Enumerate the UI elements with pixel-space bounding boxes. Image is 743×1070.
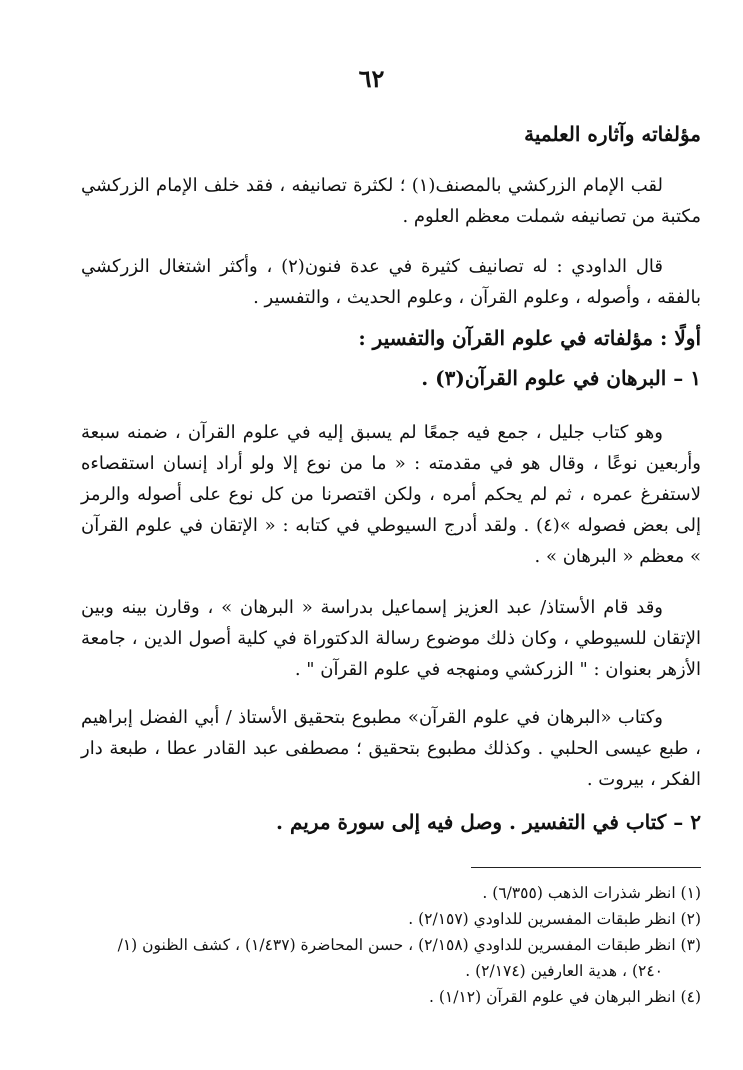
footnotes bbox=[61, 880, 701, 1010]
footnote-1: (١) انظر شذرات الذهب (٦/٣٥٥) . bbox=[482, 884, 701, 902]
paragraph-2: قال الداودي : له تصانيف كثيرة في عدة فنون(٢) ، وأكثر اشتغال الزركشي بالفقه ، وأصوله ، وعلوم القرآن ، وعلوم الحديث ، والتفسير . bbox=[81, 256, 701, 308]
section-title: مؤلفاته وآثاره العلمية bbox=[524, 122, 701, 146]
footnote-2: (٢) انظر طبقات المفسرين للداودي (٢/١٥٧) . bbox=[408, 910, 701, 928]
footnote-3-continued: ٢٤٠) ، هدية العارفين (٢/١٧٤) . bbox=[465, 962, 663, 980]
footnote-separator bbox=[471, 867, 701, 868]
footnote-4: (٤) انظر البرهان في علوم القرآن (١/١٢) . bbox=[428, 988, 701, 1006]
paragraph-5: وكتاب «البرهان في علوم القرآن» مطبوع بتحقيق الأستاذ / أبي الفضل إبراهيم ، طبع عيسى الحلبي . وكذلك مطبوع بتحقيق ؛ مصطفى عبد القادر عطا ، طبعة دار الفكر ، بيروت . bbox=[81, 707, 701, 790]
footnote-3: (٣) انظر طبقات المفسرين للداودي (٢/١٥٨) ، حسن المحاضرة (١/٤٣٧) ، كشف الظنون (١/ bbox=[117, 936, 701, 954]
item-2-title: ٢ – كتاب في التفسير . وصل فيه إلى سورة مريم . bbox=[276, 810, 701, 834]
subheading-first: أولًا : مؤلفاته في علوم القرآن والتفسير : bbox=[358, 326, 701, 350]
paragraph-1: لقب الإمام الزركشي بالمصنف(١) ؛ لكثرة تصانيفه ، فقد خلف الإمام الزركشي مكتبة من تصانيفه شملت معظم العلوم . bbox=[81, 175, 701, 227]
item-1-title: ١ – البرهان في علوم القرآن(٣) . bbox=[421, 366, 701, 390]
paragraph-3: وهو كتاب جليل ، جمع فيه جمعًا لم يسبق إليه في علوم القرآن ، ضمنه سبعة وأربعين نوعًا ، وقال هو في مقدمته : « ما من نوع إلا ولو أراد إنسان استقصاءه لاستفرغ عمره ، ثم لم يحكم أمره ، ولكن اقتصرنا من كل نوع على أصوله والرمز إلى بعض فصوله »(٤) . ولقد أدرج السيوطي في كتابه : « الإتقان في علوم القرآن » معظم « البرهان » . bbox=[81, 422, 701, 567]
paragraph-4: وقد قام الأستاذ/ عبد العزيز إسماعيل بدراسة « البرهان » ، وقارن بينه وبين الإتقان للسيوطي ، وكان ذلك موضوع رسالة الدكتوراة في كلية أصول الدين ، جامعة الأزهر بعنوان : " الزركشي ومنهجه في علوم القرآن " . bbox=[81, 597, 701, 680]
page-number: ٦٢ bbox=[358, 64, 385, 93]
